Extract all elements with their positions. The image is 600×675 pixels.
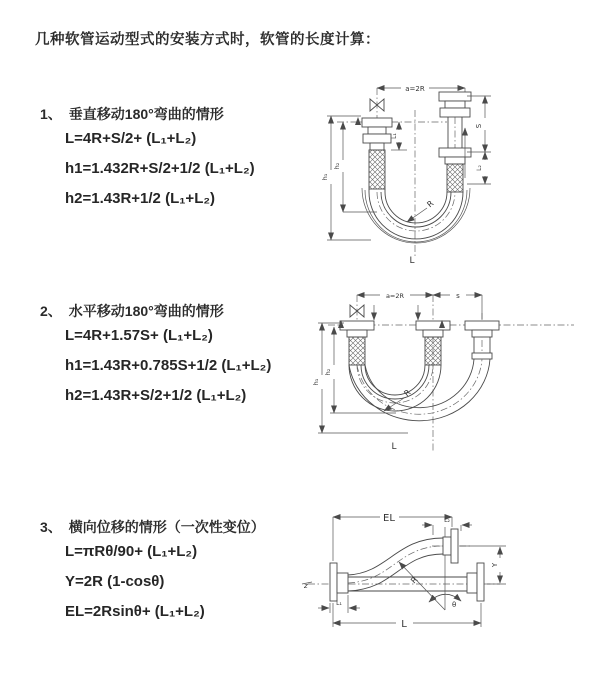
section-heading [40,104,330,124]
dim-label-S: S [475,123,483,129]
lower-right-flange-assembly [467,563,484,601]
section-heading [40,517,330,537]
braided-hose-section [447,164,463,192]
dimension-s [433,292,482,319]
dimension-L1 [391,122,407,150]
dim-label-L2: L₂ [476,165,483,171]
dim-label-s: s [456,292,460,300]
left-flange-assembly [338,320,374,365]
dimension-L2 [422,517,472,535]
dim-label-L2: L₂ [444,517,450,524]
dim-label-L1: L₁ [391,133,398,139]
left-flange-assembly [355,117,392,189]
section-number: 3、 [40,519,62,535]
section-title: 垂直移动180°弯曲的情形 [68,106,224,122]
formula-h1: h1=1.432R+S/2+1/2 (L₁+L₂) [65,160,255,177]
middle-flange-assembly [416,320,450,365]
dim-label-L1: L₁ [336,600,342,607]
formula-L: L=πRθ/90+ (L₁+L₂) [65,543,198,560]
dim-label-EL: EL [383,513,395,524]
dim-label-L: L [391,442,397,452]
formula-list [40,124,330,214]
diagram-lateral-displacement [300,505,600,645]
formula-Y: Y=2R (1-cosθ) [65,573,165,590]
diagram-horizontal-180-bend [308,283,600,461]
dim-label-a2r: a=2R [385,292,405,300]
section-vertical-movement [40,104,330,214]
section-title: 横向位移的情形（一次性变位） [68,519,265,535]
flow-arrow-icon [355,117,361,125]
dimension-L1 [318,595,360,613]
centerline-mark [302,582,312,590]
u-bend-hose-displaced [349,359,490,421]
section-lateral-displacement [40,517,330,627]
dim-label-h2: h₂ [333,162,341,170]
dim-label-L: L [409,256,415,266]
dim-label-a2r: a=2R [405,85,425,93]
formula-h2: h2=1.43R+1/2 (L₁+L₂) [65,190,216,207]
braided-hose-section [425,337,441,365]
page-title: 几种软管运动型式的安装方式时，软管的长度计算： [35,32,380,48]
dimension-S [467,96,491,152]
formula-h1: h1=1.43R+0.785S+1/2 (L₁+L₂) [65,357,272,374]
dim-label-h1: h₁ [321,173,329,181]
dim-label-radius: R [402,387,413,399]
dim-label-Y: Y [491,562,499,568]
dim-label-theta: θ [452,601,457,609]
dimension-a2r [357,292,433,300]
dim-label-h2: h₂ [324,368,332,376]
section-number: 2、 [40,303,62,319]
dimension-L [333,603,481,630]
dim-label-h1: h₁ [312,378,320,386]
formula-h2: h2=1.43R+S/2+1/2 (L₁+L₂) [65,387,247,404]
braided-hose-section [349,337,365,365]
braided-hose-section [369,150,385,189]
formula-list [40,537,330,627]
dim-label-radius: R [425,198,436,210]
formula-EL: EL=2Rsinθ+ (L₁+L₂) [65,603,205,620]
section-title: 水平移动180°弯曲的情形 [68,303,224,319]
dim-label-z: z [304,582,308,590]
diagram-vertical-180-bend [315,72,595,267]
section-heading [40,301,330,321]
s-curve-hose [348,538,443,591]
valve-icon [370,99,384,111]
left-flange-assembly [330,563,348,601]
dimension-EL [333,513,452,561]
section-number: 1、 [40,106,62,122]
right-flange-assembly [439,92,471,192]
formula-list [40,321,330,411]
formula-L: L=4R+S/2+ (L₁+L₂) [65,130,197,147]
dim-label-radius: R [409,575,420,586]
section-horizontal-movement [40,301,330,411]
dim-label-L: L [401,619,407,630]
formula-L: L=4R+1.57S+ (L₁+L₂) [65,327,213,344]
dimension-radius [399,562,445,610]
